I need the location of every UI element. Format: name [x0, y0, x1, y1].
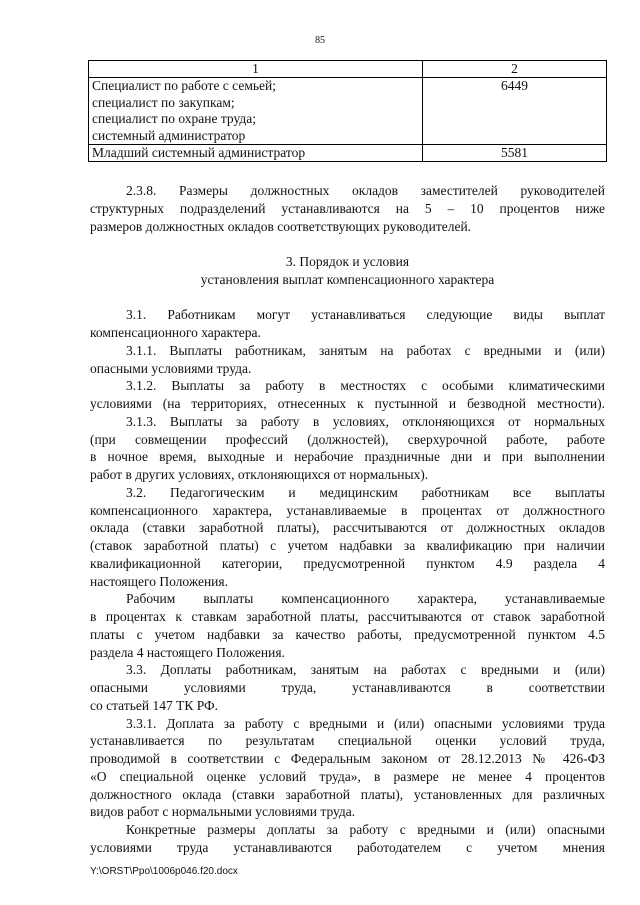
text-line: условиями (на территориях, отнесенных к пустынной и безводной местности). — [90, 396, 605, 411]
table-row — [89, 78, 607, 145]
text-line: 3.3.1. Доплата за работу с вредными и (или) опасными условиями труда — [126, 716, 605, 731]
text-line: со статьей 147 ТК РФ. — [90, 698, 219, 713]
text-line: проводимой в соответствии с Федеральным законом от 28.12.2013 № 426-ФЗ — [90, 751, 605, 766]
text-line: 2.3.8. Размеры должностных окладов заместителей руководителей — [126, 183, 605, 198]
position-cell — [89, 145, 423, 162]
text-line: в процентах к ставкам заработной платы, рассчитываются от ставок заработной — [90, 609, 605, 624]
text-line: (при совмещении профессий (должностей), сверхурочной работе, работе — [90, 432, 605, 447]
text-line: (ставок заработной платы) с учетом надбавки за квалификацию при наличии — [90, 538, 605, 553]
text-line: «О специальной оценке условий труда», в размере не менее 4 процентов — [90, 769, 605, 784]
position-cell — [89, 78, 423, 145]
position-line: Специалист по работе с семьей; — [92, 78, 276, 94]
salary-table — [88, 60, 607, 162]
text-line: размеров должностных окладов соответствующих руководителей. — [90, 219, 472, 234]
text-line: условиями труда устанавливаются работодателем с учетом мнения — [90, 840, 605, 855]
text-line: в ночное время, выходные и нерабочие праздничные дни и при выполнении — [90, 449, 605, 464]
file-path-footer: Y:\ORST\Ppo\1006p046.f20.docx — [90, 866, 238, 877]
text-line: 3.1.2. Выплаты за работу в местностях с особыми климатическими — [126, 378, 605, 393]
position-line: специалист по охране труда; — [92, 111, 256, 127]
text-line: 3.1.1. Выплаты работникам, занятым на работах с вредными и (или) — [126, 343, 605, 358]
text-line: устанавливается по результатам специальной оценки условий труда, — [90, 733, 605, 748]
table-row — [89, 145, 607, 162]
position-line: Младший системный администратор — [92, 145, 306, 161]
text-line: компенсационного характера. — [90, 325, 261, 340]
table-header-row — [89, 61, 607, 78]
position-line: системный администратор — [92, 127, 246, 143]
text-line: 3.2. Педагогическим и медицинским работникам все выплаты — [126, 485, 605, 500]
text-line: настоящего Положения. — [90, 574, 228, 589]
text-line: Конкретные размеры доплаты за работу с вредными и (или) опасными — [126, 822, 605, 837]
position-line: специалист по закупкам; — [92, 94, 235, 110]
text-line: Рабочим выплаты компенсационного характера, устанавливаемые — [126, 591, 605, 606]
text-line: платы с учетом надбавки за качество работы, предусмотренной пунктом 4.5 — [90, 627, 605, 642]
text-line: 3.1. Работникам могут устанавливаться следующие виды выплат — [126, 307, 605, 322]
section-heading: 3. Порядок и условия — [285, 254, 410, 269]
text-line: 3.3. Доплаты работникам, занятым на работах с вредными и (или) — [126, 662, 605, 677]
page-number: 85 — [315, 35, 325, 46]
text-line: структурных подразделений устанавливаются на 5 – 10 процентов ниже — [90, 201, 605, 216]
section-heading: установления выплат компенсационного характера — [200, 272, 495, 287]
text-line: раздела 4 настоящего Положения. — [90, 645, 285, 660]
text-line: опасными условиями труда. — [90, 361, 252, 376]
text-line: 3.1.3. Выплаты за работу в условиях, отклоняющихся от нормальных — [126, 414, 605, 429]
salary-cell: 6449 — [423, 78, 607, 145]
text-line: видов работ с нормальными условиями труда. — [90, 804, 356, 819]
text-line: работ в других условиях, отклоняющихся от нормальных). — [90, 467, 429, 482]
table-header-cell: 1 — [89, 61, 423, 78]
salary-cell: 5581 — [423, 145, 607, 162]
text-line: квалификационной категории, предусмотренной пунктом 4.9 раздела 4 — [90, 556, 605, 571]
text-line: компенсационного характера, устанавливаемые в процентах от должностного — [90, 503, 605, 518]
text-line: должностного оклада (ставки заработной платы), установленных для различных — [90, 787, 605, 802]
table-header-cell: 2 — [423, 61, 607, 78]
text-line: опасными условиями труда, устанавливаются в соответствии — [90, 680, 605, 695]
text-line: оклада (ставки заработной платы), рассчитываются от должностных окладов — [90, 520, 605, 535]
